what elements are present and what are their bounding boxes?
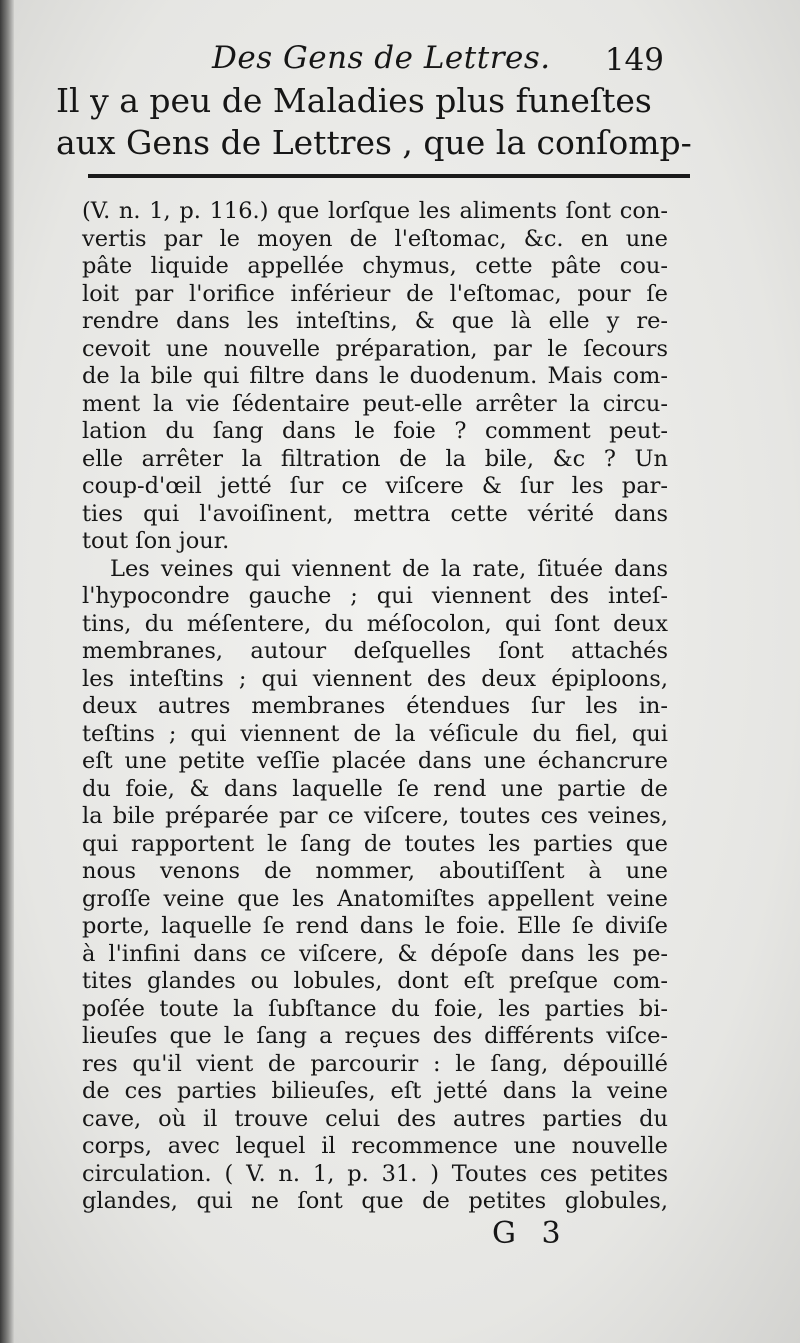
text-line: les inteſtins ; qui viennent des deux épiploons, xyxy=(82,665,668,692)
text-line: poſée toute la ſubſtance du foie, les parties bi- xyxy=(82,995,668,1022)
text-line: cevoit une nouvelle préparation, par le ſecours xyxy=(82,335,668,362)
text-line: nous venons de nommer, aboutiſſent à une xyxy=(82,858,668,884)
text-line: Les veines qui viennent de la rate, ſituée dans xyxy=(110,555,668,582)
text-line: cave, où il trouve celui des autres parties du xyxy=(82,1105,668,1132)
text-line: deux autres membranes étendues ſur les in- xyxy=(82,693,668,719)
text-line: tites glandes ou lobules, dont eſt preſque com- xyxy=(82,968,668,994)
text-line: ties qui l'avoiſinent, mettra cette vérité dans xyxy=(82,500,668,527)
text-line: à l'infini dans ce viſcere, & dépoſe dans les pe- xyxy=(82,940,668,967)
text-line: rendre dans les inteſtins, & que là elle y re- xyxy=(82,308,668,334)
text-line: tins, du méſentere, du méſocolon, qui ſont deux xyxy=(82,610,668,637)
text-line: vertis par le moyen de l'eſtomac, &c. en une xyxy=(82,225,668,252)
text-line: eſt une petite veſſie placée dans une échancrure xyxy=(82,748,668,774)
page-gutter-shadow xyxy=(0,0,14,1343)
text-line: elle arrêter la filtration de la bile, &c ? Un xyxy=(82,445,668,472)
text-line: circulation. ( V. n. 1, p. 31. ) Toutes ces petites xyxy=(82,1160,668,1187)
text-line: coup-d'œil jetté ſur ce viſcere & ſur les par- xyxy=(82,473,668,499)
signature-mark: G 3 xyxy=(492,1216,569,1251)
text-line: glandes, qui ne ſont que de petites globules, xyxy=(82,1188,668,1214)
text-line: res qu'il vient de parcourir : le ſang, dépouillé xyxy=(82,1050,668,1077)
page-number: 149 xyxy=(604,42,664,78)
chapter-heading-line: aux Gens de Lettres , que la conſomp- xyxy=(56,123,692,162)
text-line: de ces parties bilieuſes, eſt jetté dans la veine xyxy=(82,1078,668,1104)
text-line: ment la vie ſédentaire peut-elle arrêter la circu- xyxy=(82,390,668,417)
text-line: (V. n. 1, p. 116.) que lorſque les aliments ſont con- xyxy=(82,198,668,224)
text-line: tout ſon jour. xyxy=(82,528,230,554)
text-line: de la bile qui filtre dans le duodenum. Mais com- xyxy=(82,363,668,389)
body-text xyxy=(82,198,668,1216)
text-line: porte, laquelle ſe rend dans le foie. Elle ſe diviſe xyxy=(82,913,668,939)
running-head-title: Des Gens de Lettres. xyxy=(212,40,551,76)
chapter-heading xyxy=(56,80,692,164)
text-line: membranes, autour deſquelles ſont attachés xyxy=(82,638,668,664)
heading-rule xyxy=(88,174,690,178)
text-line: l'hypocondre gauche ; qui viennent des inteſ- xyxy=(82,583,668,609)
text-line: corps, avec lequel il recommence une nouvelle xyxy=(82,1133,668,1159)
text-line: qui rapportent le ſang de toutes les parties que xyxy=(82,830,668,857)
text-line: loit par l'orifice inférieur de l'eſtomac, pour ſe xyxy=(82,280,668,307)
text-line: teſtins ; qui viennent de la véſicule du fiel, qui xyxy=(82,720,668,747)
text-line: groſſe veine que les Anatomiſtes appellent veine xyxy=(82,885,668,912)
text-line: la bile préparée par ce viſcere, toutes ces veines, xyxy=(82,803,668,829)
text-line: lieuſes que le ſang a reçues des différents viſce- xyxy=(82,1023,668,1049)
chapter-heading-line: Il y a peu de Maladies plus funeſtes xyxy=(56,81,652,120)
text-line: lation du ſang dans le foie ? comment peut- xyxy=(82,418,668,444)
running-head xyxy=(200,40,670,84)
text-line: du foie, & dans laquelle ſe rend une partie de xyxy=(82,775,668,802)
text-line: pâte liquide appellée chymus, cette pâte cou- xyxy=(82,253,668,279)
